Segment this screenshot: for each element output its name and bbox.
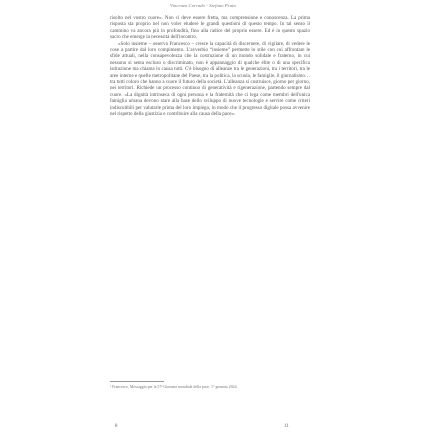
footnote-divider: [110, 381, 164, 382]
paragraph: «Solo insieme – osserva Francesco – cresce la capacità di discernere, di vigilare, di vedere le cose a partire dal loro compimento. L'avverbio “insieme” permette lo stile con cui affrontare le sfide attuali, nella consapevolezza che la costruzione di un mondo solidale e fraterno, in cui nessuno si senta escluso o discriminato, non è appannaggio di qualche élite o di una specifica istituzione ma chiama in causa tutti. C'è bisogno di alleanze tra le generazioni, tra i territori, tra le aree interne e quelle metropolitane del Paese, tra la politica, la scuola, le famiglie, il giornalismo… tra tutti coloro che hanno a cuore il futuro della società. L'alleanza si costruisce, giorno per giorno, nei territori. Richiede un processo continuo di generatività e rigenerazione, partendo sempre dal cuore. «La dignità intrinseca di ogni persona e la fraternità che ci lega come membri dell'unica famiglia umana devono stare alla base dello sviluppo di nuove tecnologie e servire come criteri indiscutibili per valutarle prima del loro impiego, in modo che il progresso digitale possa avvenire nel rispetto della giustizia e contribuire alla causa della pace».: [110, 40, 310, 118]
page-number-right: 11: [284, 424, 289, 429]
body-text: [110, 15, 310, 118]
running-header: Vincenzo Corrado - Stefano Prata: [170, 3, 236, 8]
page-number-left: 8: [115, 424, 118, 429]
footnote: ¹ Francesco, Messaggio per la 57ª Giornata mondiale della pace, 1° gennaio 2024.: [110, 385, 238, 389]
paragraph: risolto nel vostro cuore». Non ci deve essere fretta, ma comprensione e conoscenza. La prima risposta sta proprio nel non voler eludere le grandi questioni di questo tempo. In tal senso il cammino va ancora più in profondità, fino alla radice del proprio essere. Ed è in questo spazio sacro che emerge la necessità dell'incontro.: [110, 15, 310, 41]
